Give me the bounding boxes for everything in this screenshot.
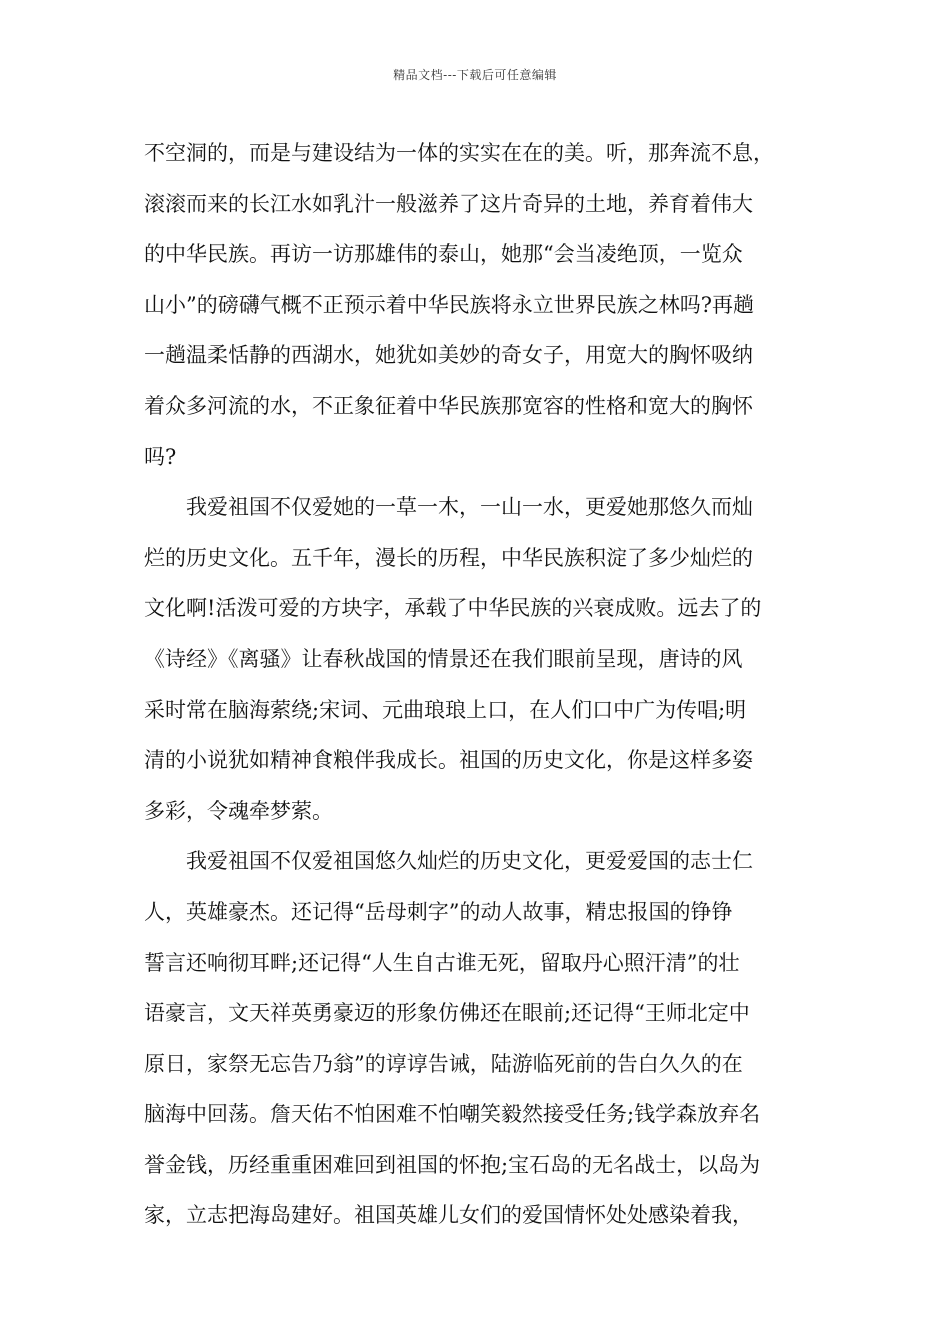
text-line: 原日，家祭无忘告乃翁”的谆谆告诫，陆游临死前的告白久久的在 xyxy=(144,1051,743,1076)
text-line: 采时常在脑海萦绕;宋词、元曲琅琅上口，在人们口中广为传唱;明 xyxy=(144,697,747,722)
text-line: 一趟温柔恬静的西湖水，她犹如美妙的奇女子，用宽大的胸怀吸纳 xyxy=(144,343,753,368)
text-line: 文化啊!活泼可爱的方块字，承载了中华民族的兴衰成败。远去了的 xyxy=(144,596,762,621)
text-line: 不空洞的，而是与建设结为一体的实实在在的美。听，那奔流不息， xyxy=(144,141,774,165)
text-line: 誓言还响彻耳畔;还记得“人生自古谁无死，留取丹心照汗清”的壮 xyxy=(144,950,740,975)
paragraph-3 xyxy=(144,836,812,1241)
text-line: 脑海中回荡。詹天佑不怕困难不怕嘲笑毅然接受任务;钱学森放弃名 xyxy=(144,1102,761,1127)
text-line: 家，立志把海岛建好。祖国英雄儿女们的爱国情怀处处感染着我， xyxy=(144,1203,753,1228)
paragraph-1 xyxy=(144,128,812,482)
text-line: 多彩，令魂牵梦萦。 xyxy=(144,798,333,823)
document-body xyxy=(144,128,812,1241)
text-line: 滚滚而来的长江水如乳汁一般滋养了这片奇异的土地，养育着伟大 xyxy=(144,191,753,216)
text-line: 人，英雄豪杰。还记得“岳母刺字”的动人故事，精忠报国的铮铮 xyxy=(144,899,733,924)
text-line: 烂的历史文化。五千年，漫长的历程，中华民族积淀了多少灿烂的 xyxy=(144,545,753,570)
paragraph-2 xyxy=(144,482,812,836)
text-line: 清的小说犹如精神食粮伴我成长。祖国的历史文化，你是这样多姿 xyxy=(144,748,753,773)
text-line: 《诗经》《离骚》让春秋战国的情景还在我们眼前呈现，唐诗的风 xyxy=(144,646,743,671)
text-line: 我爱祖国不仅爱她的一草一木，一山一水，更爱她那悠久而灿 xyxy=(186,495,753,520)
text-line: 着众多河流的水，不正象征着中华民族那宽容的性格和宽大的胸怀 xyxy=(144,393,753,418)
text-line: 山小”的磅礴气概不正预示着中华民族将永立世界民族之林吗?再趟 xyxy=(144,292,754,317)
text-line: 语豪言，文天祥英勇豪迈的形象仿佛还在眼前;还记得“王师北定中 xyxy=(144,1001,750,1026)
text-line: 的中华民族。再访一访那雄伟的泰山，她那“会当凌绝顶，一览众 xyxy=(144,242,743,267)
text-line: 我爱祖国不仅爱祖国悠久灿烂的历史文化，更爱爱国的志士仁 xyxy=(186,849,753,874)
page-header: 精品文档---下载后可任意编辑 xyxy=(393,68,557,82)
text-line: 吗? xyxy=(144,444,177,469)
text-line: 誉金钱，历经重重困难回到祖国的怀抱;宝石岛的无名战士，以岛为 xyxy=(144,1152,761,1177)
